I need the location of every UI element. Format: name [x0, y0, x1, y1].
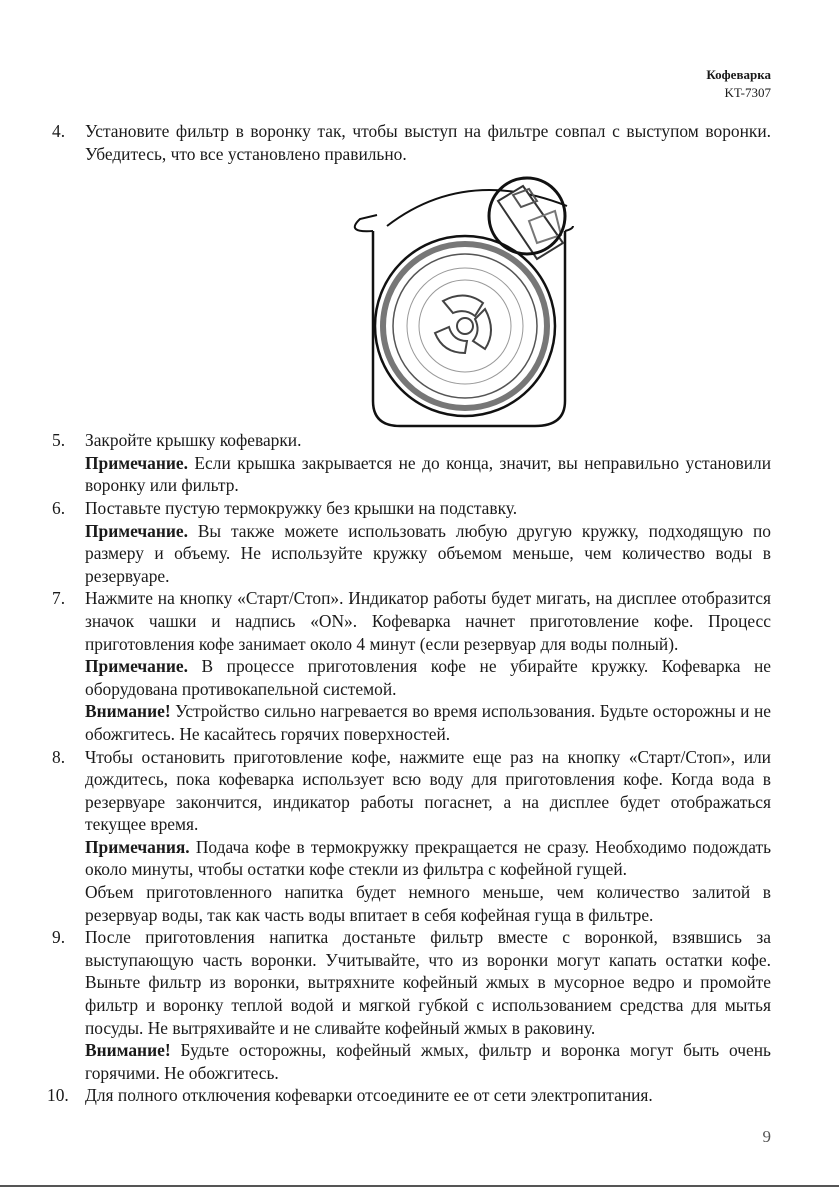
- note-label: Примечания.: [85, 836, 190, 857]
- model-number: KT-7307: [724, 85, 771, 100]
- instruction-paragraph: [85, 429, 771, 452]
- item-number: 9.: [52, 927, 66, 948]
- list-item: [52, 120, 771, 165]
- instruction-list: [47, 120, 771, 1107]
- instruction-paragraph: [85, 587, 771, 655]
- instruction-paragraph: [85, 1084, 771, 1107]
- bottom-rule: [0, 1185, 839, 1187]
- paragraph-text: Если крышка закрывается не до конца, значит, вы неправильно установили воронку или фильтр.: [85, 452, 771, 496]
- note-paragraph: [85, 836, 771, 881]
- paragraph-text: Объем приготовленного напитка будет немного меньше, чем количество залитой в резервуар воды, так как часть воды впитает в себя кофейная гуща в фильтре.: [85, 882, 771, 925]
- instruction-paragraph: [85, 926, 771, 1039]
- item-number: 4.: [52, 121, 66, 141]
- paragraph-text: Устройство сильно нагревается во время использования. Будьте осторожны и не обожгитесь. Не касайтесь горячих поверхностей.: [85, 701, 771, 744]
- item-number: 8.: [52, 746, 66, 767]
- page-header: [706, 66, 771, 102]
- list-item: [47, 1084, 771, 1107]
- paragraph-text: В процессе приготовления кофе не убирайте кружку. Кофеварка не оборудована противокапельной системой.: [85, 656, 771, 699]
- product-name: Кофеварка: [706, 67, 771, 82]
- paragraph-text: Закройте крышку кофеварки.: [85, 430, 302, 451]
- instruction-paragraph: [85, 746, 771, 836]
- list-item: [52, 746, 771, 927]
- instruction-paragraph: [85, 881, 771, 926]
- item-number: 6.: [52, 497, 66, 518]
- note-label: Примечание.: [85, 452, 188, 473]
- paragraph-text: Поставьте пустую термокружку без крышки на подставку.: [85, 497, 518, 518]
- paragraph-text: Вы также можете использовать любую другую кружку, подходящую по размеру и объему. Не используйте кружку объемом меньше, чем количество воды в резервуаре.: [85, 520, 771, 586]
- figure: [52, 165, 771, 429]
- note-label: Внимание!: [85, 1040, 171, 1061]
- note-paragraph: [85, 700, 771, 745]
- note-label: Примечание.: [85, 520, 188, 541]
- funnel-outer-ring: [375, 236, 555, 416]
- paragraph-text: Подача кофе в термокружку прекращается не сразу. Необходимо подождать около минуты, чтобы остатки кофе стекли из фильтра с кофейной гущей.: [85, 836, 771, 880]
- note-paragraph: [85, 452, 771, 497]
- paragraph-text: После приготовления напитка достаньте фильтр вместе с воронкой, взявшись за выступающую часть воронки. Учитывайте, что из воронки могут капать остатки кофе. Выньте фильтр из воронки, вытряхните кофейный жмых в мусорное ведро и промойте фильтр и воронку теплой водой и мягкой губкой с использованием средства для мытья посуды. Не вытряхивайте и не сливайте кофейный жмых в раковину.: [85, 927, 771, 1038]
- note-paragraph: [85, 1039, 771, 1084]
- page-number: 9: [762, 1127, 771, 1146]
- list-item: [52, 926, 771, 1084]
- instruction-paragraph: [85, 497, 771, 520]
- paragraph-text: Установите фильтр в воронку так, чтобы выступ на фильтре совпал с выступом воронки. Убедитесь, что все установлено правильно.: [85, 121, 771, 164]
- note-label: Примечание.: [85, 656, 188, 677]
- paragraph-text: Чтобы остановить приготовление кофе, нажмите еще раз на кнопку «Старт/Стоп», или дождитесь, пока кофеварка использует всю воду для приготовления кофе. Когда вода в резервуаре закончится, индикатор работы погаснет, а на дисплее будет отображаться текущее время.: [85, 746, 771, 835]
- note-paragraph: [85, 520, 771, 588]
- paragraph-text: Нажмите на кнопку «Старт/Стоп». Индикатор работы будет мигать, на дисплее отобразится значок чашки и надпись «ON». Кофеварка начнет приготовление кофе. Процесс приготовления кофе занимает около 4 минут (если резервуар для воды полный).: [85, 588, 771, 654]
- list-item: [52, 497, 771, 587]
- filter-in-funnel-illustration: [315, 171, 581, 433]
- paragraph-text: Будьте осторожны, кофейный жмых, фильтр и воронка могут быть очень горячими. Не обожгитесь.: [85, 1040, 771, 1083]
- item-number: 10.: [47, 1085, 69, 1106]
- item-number: 5.: [52, 430, 66, 451]
- note-paragraph: [85, 655, 771, 700]
- list-item: [52, 429, 771, 497]
- paragraph-text: Для полного отключения кофеварки отсоедините ее от сети электропитания.: [85, 1085, 653, 1106]
- note-label: Внимание!: [85, 701, 171, 722]
- item-number: 7.: [52, 588, 66, 609]
- list-item: [52, 587, 771, 745]
- instruction-paragraph: [85, 120, 771, 165]
